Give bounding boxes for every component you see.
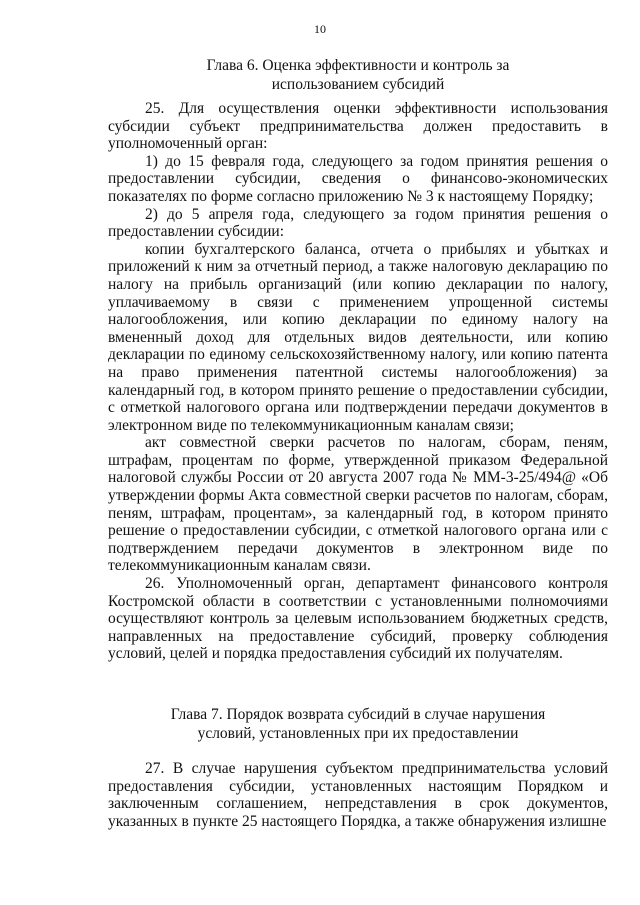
paragraph-25-reconciliation-act: акт совместной сверки расчетов по налогам, сборам, пеням, штрафам, процентам по форме, утвержденной приказом Федеральной налоговой службы России от 20 августа 2007 года № ММ-3-25/494@ «Об утверждении формы Акта совместной сверки расчетов по налогам, сборам, пеням, штрафам, процентам», за календарный год, в котором принято решение о предоставлении субсидии, с отметкой налогового органа или с подтверждением передачи документов в электронном виде по телекоммуникационным каналам связи. <box>108 434 608 575</box>
paragraph-25-item-2: 2) до 5 апреля года, следующего за годом принятия решения о предоставлении субсидии: <box>108 205 608 241</box>
chapter-6-heading <box>108 56 608 94</box>
paragraph-25: 25. Для осуществления оценки эффективности использования субсидии субъект предпринимательства должен предоставить в уполномоченный орган: <box>108 100 608 153</box>
paragraph-26: 26. Уполномоченный орган, департамент финансового контроля Костромской области в соответствии с установленными полномочиями осуществляют контроль за целевым использованием бюджетных средств, направленных на предоставление субсидий, проверку соблюдения условий, целей и порядка предоставления субсидий их получателям. <box>108 575 608 663</box>
chapter-7-heading <box>108 705 608 743</box>
chapter-7-body <box>108 760 608 830</box>
chapter-6-body <box>108 100 608 663</box>
paragraph-25-item-1: 1) до 15 февраля года, следующего за годом принятия решения о предоставлении субсидии, сведения о финансово-экономических показателях по форме согласно приложению № 3 к настоящему Порядку; <box>108 152 608 205</box>
chapter-7-title-line-1: Глава 7. Порядок возврата субсидий в случае нарушения <box>170 706 546 723</box>
chapter-6-title-line-1: Глава 6. Оценка эффективности и контроль за <box>206 57 510 74</box>
paragraph-25-balance-copies: копии бухгалтерского баланса, отчета о прибылях и убытках и приложений к ним за отчетный период, а также налоговую декларацию по налогу на прибыль организаций (или копию декларации по налогу, уплачиваемому в связи с применением упрощенной системы налогообложения, или копию декларации по единому налогу на вмененный доход для отдельных видов деятельности, или копию декларации по единому сельскохозяйственному налогу, или копию патента на право применения патентной системы налогообложения) за календарный год, в котором принято решение о предоставлении субсидии, с отметкой налогового органа или подтверждении передачи документов в электронном виде по телекоммуникационным каналам связи; <box>108 240 608 434</box>
chapter-7-title-line-2: условий, установленных при их предоставлении <box>197 725 519 742</box>
page-number: 10 <box>314 22 326 36</box>
paragraph-27: 27. В случае нарушения субъектом предпринимательства условий предоставления субсидии, установленных настоящим Порядком и заключенным соглашением, непредставления в срок документов, указанных в пункте 25 настоящего Порядка, а также обнаружения излишне <box>108 760 608 830</box>
chapter-6-title-line-2: использованием субсидий <box>271 76 445 93</box>
